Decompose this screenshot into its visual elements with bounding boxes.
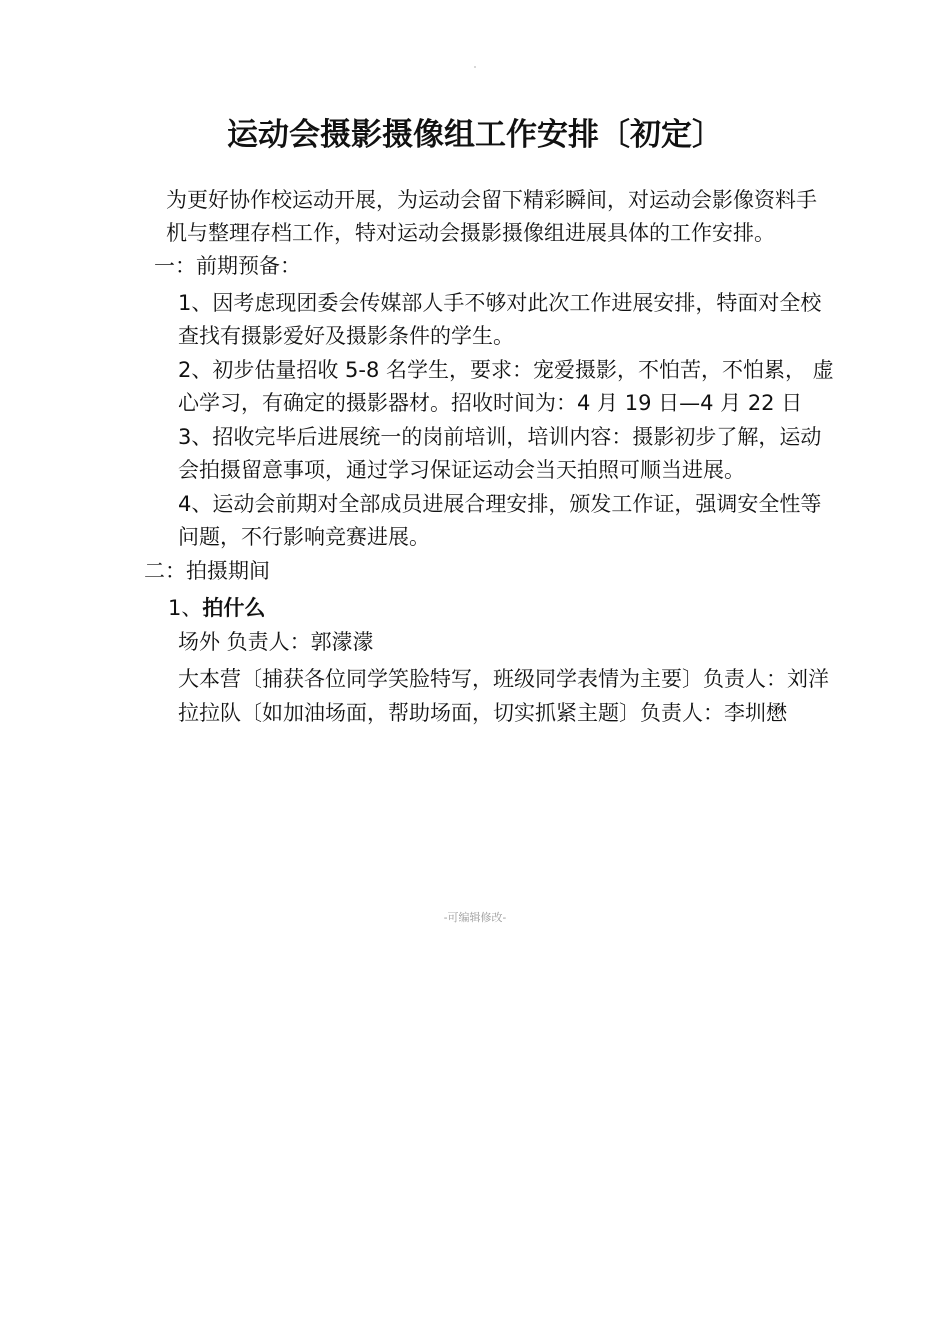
intro-paragraph: 为更好协作校运动开展，为运动会留下精彩瞬间，对运动会影像资料手机与整理存档工作，特对运动会摄影摄像组进展具体的工作安排。 (166, 188, 817, 245)
section-2-item: 拉拉队〔如加油场面，帮助场面，切实抓紧主题〕负责人：李圳懋 (178, 701, 787, 725)
section-1-item: 3、招收完毕后进展统一的岗前培训，培训内容：摄影初步了解，运动会拍摄留意事项，通过学习保证运动会当天拍照可顺当进展。 (178, 425, 822, 482)
section-1-item: 2、初步估量招收 5-8 名学生，要求：宠爱摄影，不怕苦，不怕累， 虚心学习，有确定的摄影器材。招收时间为：4 月 19 日—4 月 22 日 (178, 358, 834, 415)
section-1-heading: 一：前期预备： (154, 254, 301, 278)
subheading-text: 拍什么 (202, 596, 266, 620)
page-mark (474, 66, 476, 68)
section-2-item: 大本营〔捕获各位同学笑脸特写，班级同学表情为主要〕负责人：刘洋 (178, 667, 829, 691)
subheading-number: 1、 (168, 596, 203, 620)
page-footer: -可编辑修改- (443, 911, 507, 924)
section-2-heading: 二：拍摄期间 (144, 559, 270, 583)
document-body (144, 184, 834, 730)
section-2-subheading (144, 592, 834, 625)
section-1-item: 4、运动会前期对全部成员进展合理安排，颁发工作证，强调安全性等问题，不行影响竞赛进展。 (178, 492, 822, 549)
section-2-item: 场外 负责人：郭濛濛 (178, 630, 374, 654)
section-1-item: 1、因考虑现团委会传媒部人手不够对此次工作进展安排，特面对全校查找有摄影爱好及摄影条件的学生。 (178, 291, 822, 348)
document-title: 运动会摄影摄像组工作安排〔初定〕 (227, 117, 723, 153)
